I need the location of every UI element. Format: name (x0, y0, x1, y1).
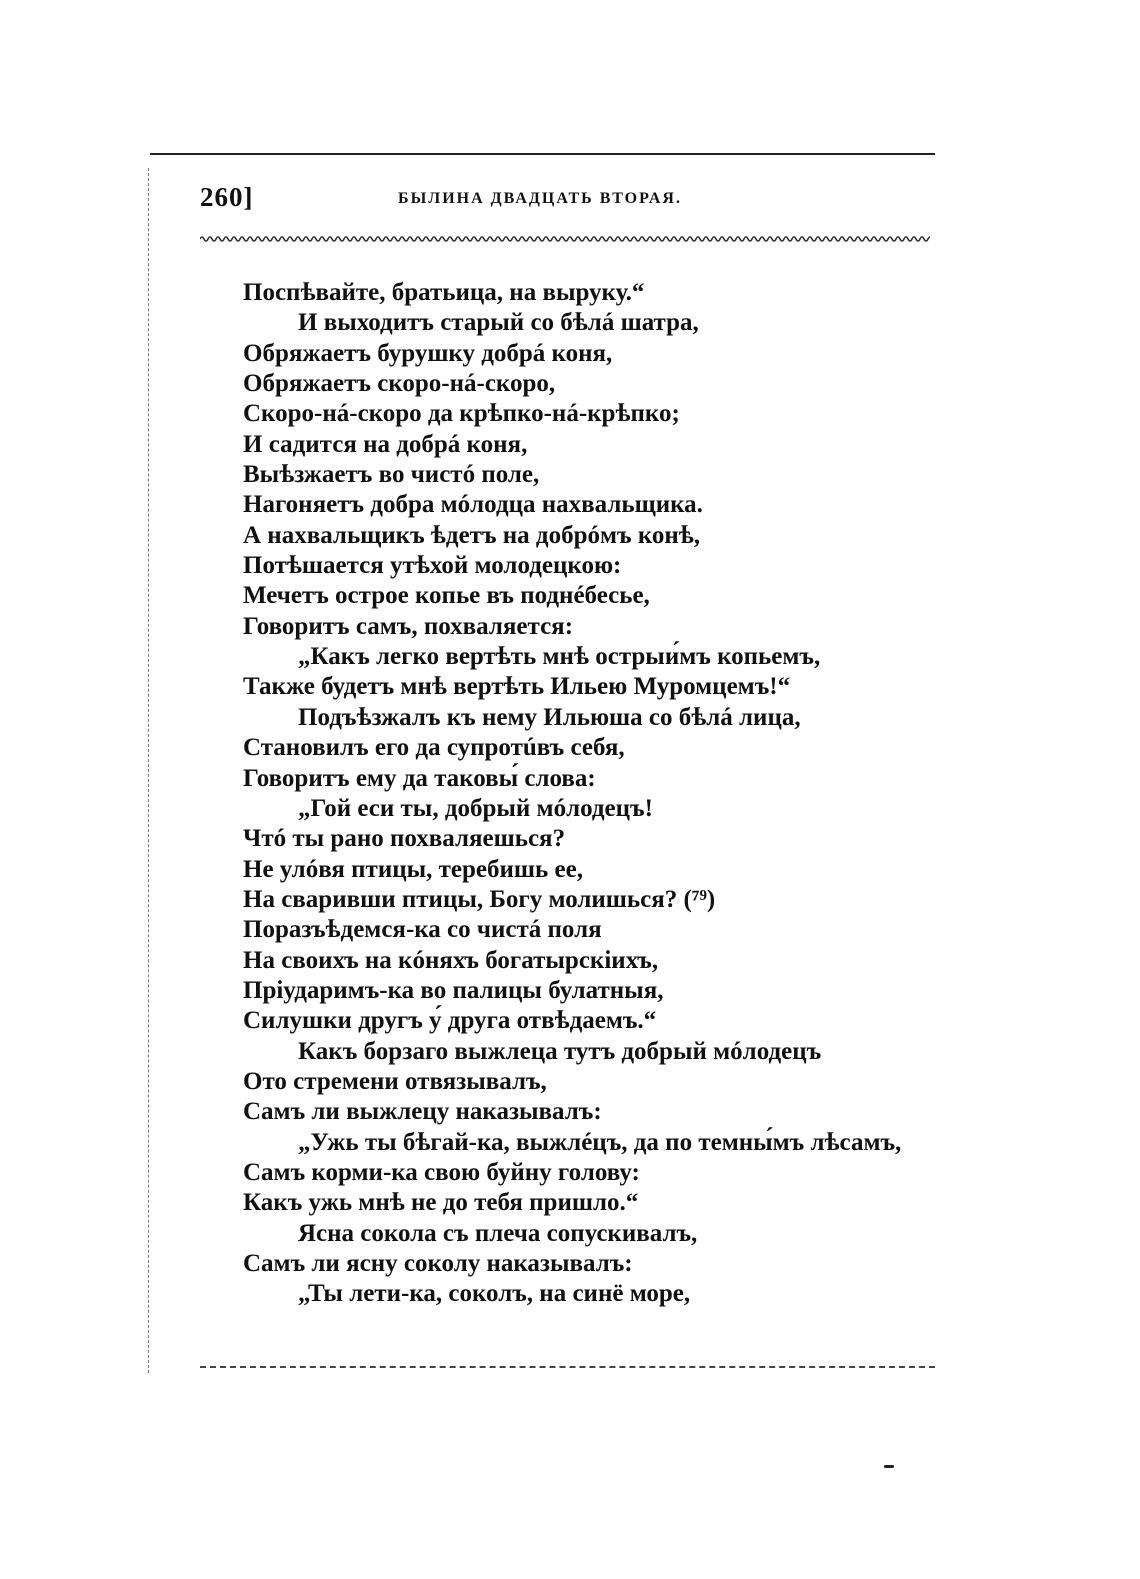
verse-line: „Ужь ты бѣгай-ка, выжлéцъ, да по темны́мъ лѣсамъ, (298, 1128, 902, 1156)
ink-speck (884, 1465, 894, 1468)
verse-line: Подъѣзжалъ къ нему Ильюша со бѣлá лица, (298, 703, 801, 731)
verse-line: И выходитъ старый со бѣлá шатра, (298, 309, 699, 337)
verse-line: Мечетъ острое копье въ поднéбесье, (243, 582, 650, 610)
verse-line: Поразъѣдемся-ка со чистá поля (243, 916, 602, 944)
verse-line: Становилъ его да супротúвъ себя, (243, 734, 625, 762)
verse-line: Нагоняетъ добра мóлодца нахвальщика. (243, 491, 703, 519)
verse-line: На своихъ на кóняхъ богатырскіихъ, (243, 946, 659, 974)
verse-line: И садится на добрá коня, (243, 430, 528, 458)
verse-line: „Ты лети-ка, соколъ, на синё море, (298, 1280, 691, 1308)
bottom-rule (200, 1366, 935, 1368)
top-rule (150, 153, 935, 155)
verse-text (243, 278, 943, 1310)
running-header (200, 182, 935, 218)
verse-line: На сваривши птицы, Богу молишься? (⁷⁹) (243, 885, 716, 913)
verse-line: Самъ ли выжлецу наказывалъ: (243, 1098, 602, 1126)
verse-line: Обряжаетъ скоро-нá-скоро, (243, 370, 556, 398)
verse-line: А нахвальщикъ ѣдетъ на добрóмъ конѣ, (243, 521, 701, 549)
margin-line (148, 168, 149, 1373)
verse-line: Пріударимъ-ка во палицы булатныя, (243, 976, 664, 1004)
verse-line: Также будетъ мнѣ вертѣть Ильею Муромцемъ!“ (243, 673, 791, 701)
verse-line: Потѣшается утѣхой молодецкою: (243, 552, 622, 580)
verse-line: Чтó ты рано похваляешься? (243, 825, 566, 853)
verse-line: Какъ борзаго выжлеца тутъ добрый мóлодецъ (298, 1037, 822, 1065)
verse-line: „Какъ легко вертѣть мнѣ острыи́мъ копьемъ, (298, 643, 821, 671)
running-title: БЫЛИНА ДВАДЦАТЬ ВТОРАЯ. (398, 190, 682, 207)
verse-line: Обряжаетъ бурушку добрá коня, (243, 339, 613, 367)
verse-line: „Гой еси ты, добрый мóлодецъ! (298, 794, 653, 822)
page-number: 260] (200, 182, 254, 212)
verse-line: Выѣзжаетъ во чистó поле, (243, 461, 540, 489)
verse-line: Не улóвя птицы, теребишь ее, (243, 855, 583, 883)
verse-line: Говоритъ самъ, похваляется: (243, 612, 574, 640)
verse-line: Ото стремени отвязывалъ, (243, 1067, 547, 1095)
verse-line: Самъ ли ясну соколу наказывалъ: (243, 1250, 633, 1277)
verse-line: Самъ корми-ка свою буйну голову: (243, 1158, 640, 1186)
verse-line: Поспѣвайте, братьица, на выруку.“ (243, 279, 645, 306)
verse-line: Говоритъ ему да таковы́ слова: (243, 764, 596, 792)
verse-line: Скоро-нá-скоро да крѣпко-нá-крѣпко; (243, 400, 680, 428)
verse-line: Силушки другъ у́ друга отвѣдаемъ.“ (243, 1007, 657, 1035)
wavy-rule (200, 232, 930, 246)
verse-line: Какъ ужь мнѣ не до тебя пришло.“ (243, 1189, 639, 1217)
verse-line: Ясна сокола съ плеча сопускивалъ, (298, 1219, 698, 1247)
